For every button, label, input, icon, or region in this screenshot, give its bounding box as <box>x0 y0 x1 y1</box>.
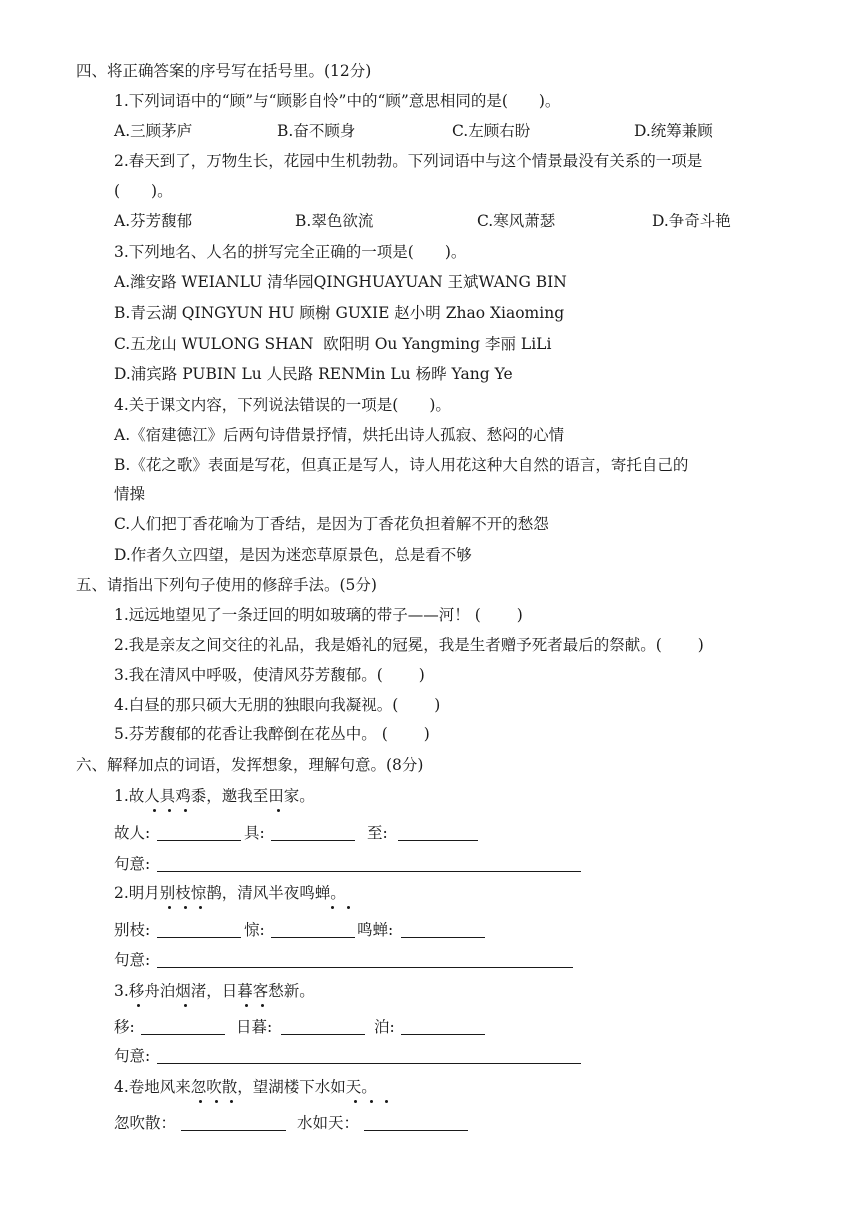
emphasis-dot <box>245 1004 248 1007</box>
poem-3-field-1-blank[interactable] <box>141 1034 225 1035</box>
poem-2-field-2-blank[interactable] <box>271 937 355 938</box>
section-5-heading: 五、请指出下列句子使用的修辞手法。(5分) <box>76 576 377 594</box>
emphasis-dot <box>168 809 171 812</box>
question-4-2-stem-line1: 2.春天到了，万物生长，花园中生机勃勃。下列词语中与这个情景最没有关系的一项是 <box>114 152 703 170</box>
poem-2-field-1-blank[interactable] <box>157 937 241 938</box>
emphasis-dot <box>385 1100 388 1103</box>
poem-2-line: 2.明月别枝惊鹊，清风半夜鸣蝉。 <box>114 884 346 902</box>
poem-3-field-3-blank[interactable] <box>401 1034 485 1035</box>
emphasis-dot <box>331 906 334 909</box>
emphasis-dot <box>199 1100 202 1103</box>
poem-1-field-3-label: 至: <box>367 824 388 842</box>
emphasis-dot <box>153 809 156 812</box>
question-4-2-option-b: B.翠色欲流 <box>295 212 374 230</box>
emphasis-dot <box>168 906 171 909</box>
poem-2-field-1-label: 别枝: <box>114 921 151 939</box>
poem-4-field-1-label: 忽吹散： <box>114 1114 177 1132</box>
section-5-item-1: 1.远远地望见了一条迂回的明如玻璃的带子——河！ ( ) <box>114 606 523 624</box>
poem-3-field-3-label: 泊: <box>374 1018 395 1036</box>
section-4-heading: 四、将正确答案的序号写在括号里。(12分) <box>76 62 372 80</box>
poem-3-line: 3.移舟泊烟渚，日暮客愁新。 <box>114 982 315 1000</box>
poem-2-field-3-blank[interactable] <box>401 937 485 938</box>
section-5-item-2: 2.我是亲友之间交往的礼品，我是婚礼的冠冕，我是生者赠予死者最后的祭献。( ) <box>114 636 704 654</box>
question-4-4-stem: 4.关于课文内容，下列说法错误的一项是( )。 <box>114 396 451 414</box>
poem-1-field-2-blank[interactable] <box>271 840 355 841</box>
poem-1-meaning-label: 句意: <box>114 855 151 873</box>
section-5-item-4: 4.白昼的那只硕大无朋的独眼向我凝视。( ) <box>114 696 441 714</box>
question-4-4-option-b-cont: 情操 <box>114 485 146 503</box>
poem-1-meaning-blank[interactable] <box>157 871 581 872</box>
poem-3-field-1-label: 移: <box>114 1018 135 1036</box>
poem-3-meaning-label: 句意: <box>114 1047 151 1065</box>
question-4-4-option-d: D.作者久立四望，是因为迷恋草原景色，总是看不够 <box>114 546 472 564</box>
question-4-1-option-d: D.统筹兼顾 <box>634 122 713 140</box>
question-4-2-option-c: C.寒风萧瑟 <box>477 212 556 230</box>
question-4-3-option-b: B.青云湖 QINGYUN HU 顾榭 GUXIE 赵小明 Zhao Xiaoming <box>114 304 565 322</box>
poem-2-meaning-blank[interactable] <box>157 967 573 968</box>
poem-2-field-3-label: 鸣蝉: <box>357 921 394 939</box>
emphasis-dot <box>347 906 350 909</box>
poem-3-field-2-blank[interactable] <box>281 1034 365 1035</box>
question-4-1-option-b: B.奋不顾身 <box>277 122 356 140</box>
question-4-3-option-a: A.潍安路 WEIANLU 清华园QINGHUAYUAN 王斌WANG BIN <box>114 273 567 291</box>
question-4-1-stem: 1.下列词语中的“顾”与“顾影自怜”中的“顾”意思相同的是( )。 <box>114 92 561 110</box>
poem-1-field-1-label: 故人: <box>114 824 151 842</box>
section-5-item-3: 3.我在清风中呼吸，使清风芬芳馥郁。( ) <box>114 666 425 684</box>
question-4-1-option-c: C.左顾右盼 <box>452 122 531 140</box>
poem-4-line: 4.卷地风来忽吹散，望湖楼下水如天。 <box>114 1078 377 1096</box>
emphasis-dot <box>370 1100 373 1103</box>
poem-3-meaning-blank[interactable] <box>157 1063 581 1064</box>
poem-2-field-2-label: 惊: <box>244 921 265 939</box>
emphasis-dot <box>354 1100 357 1103</box>
emphasis-dot <box>184 809 187 812</box>
emphasis-dot <box>230 1100 233 1103</box>
emphasis-dot <box>215 1100 218 1103</box>
question-4-2-option-a: A.芬芳馥郁 <box>114 212 193 230</box>
emphasis-dot <box>137 1004 140 1007</box>
section-6-heading: 六、解释加点的词语，发挥想象，理解句意。(8分) <box>76 756 424 774</box>
section-5-item-5: 5.芬芳馥郁的花香让我醉倒在花丛中。 ( ) <box>114 725 430 743</box>
poem-3-field-2-label: 日暮: <box>236 1018 273 1036</box>
question-4-2-stem-line2: ( )。 <box>114 182 173 200</box>
poem-4-field-2-blank[interactable] <box>364 1130 468 1131</box>
emphasis-dot <box>184 1004 187 1007</box>
emphasis-dot <box>261 1004 264 1007</box>
emphasis-dot <box>184 906 187 909</box>
question-4-3-option-c: C.五龙山 WULONG SHAN 欧阳明 Ou Yangming 李丽 LiLi <box>114 335 552 353</box>
question-4-1-option-a: A.三顾茅庐 <box>114 122 193 140</box>
poem-4-field-1-blank[interactable] <box>181 1130 286 1131</box>
poem-1-field-1-blank[interactable] <box>157 840 241 841</box>
question-4-4-option-a: A.《宿建德江》后两句诗借景抒情，烘托出诗人孤寂、愁闷的心情 <box>114 426 565 444</box>
question-4-4-option-b: B.《花之歌》表面是写花，但真正是写人，诗人用花这种大自然的语言，寄托自己的 <box>114 456 689 474</box>
question-4-2-option-d: D.争奇斗艳 <box>652 212 731 230</box>
question-4-4-option-c: C.人们把丁香花喻为丁香结，是因为丁香花负担着解不开的愁怨 <box>114 515 549 533</box>
poem-4-field-2-label: 水如天： <box>297 1114 360 1132</box>
poem-1-field-2-label: 具: <box>244 824 265 842</box>
poem-1-line: 1.故人具鸡黍，邀我至田家。 <box>114 787 315 805</box>
question-4-3-option-d: D.浦宾路 PUBIN Lu 人民路 RENMin Lu 杨晔 Yang Ye <box>114 365 513 383</box>
poem-1-field-3-blank[interactable] <box>398 840 478 841</box>
poem-2-meaning-label: 句意: <box>114 951 151 969</box>
emphasis-dot <box>277 809 280 812</box>
emphasis-dot <box>199 906 202 909</box>
question-4-3-stem: 3.下列地名、人名的拼写完全正确的一项是( )。 <box>114 243 467 261</box>
